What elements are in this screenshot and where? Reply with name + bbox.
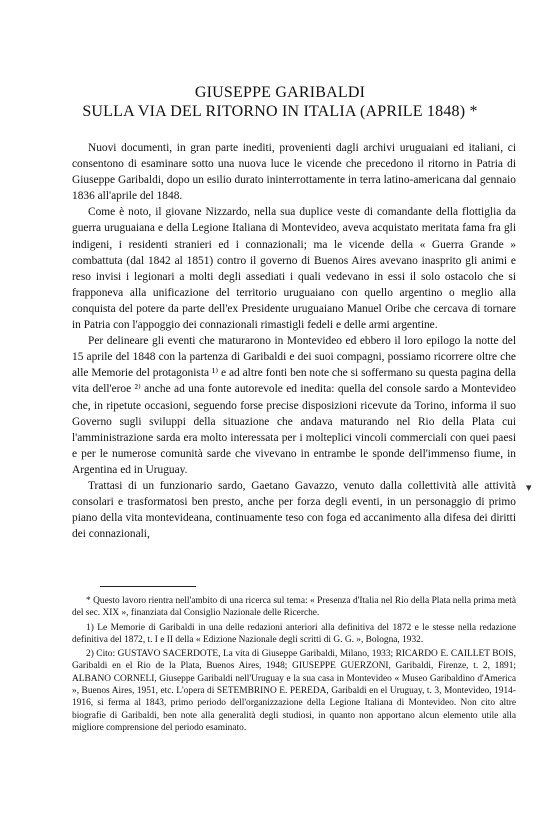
page-subtitle: SULLA VIA DEL RITORNO IN ITALIA (APRILE 1848) *: [82, 103, 478, 120]
footnote-divider: [100, 586, 196, 587]
paragraph: Trattasi di un funzionario sardo, Gaetano Gavazzo, venuto dalla collettività alle attività consolari e trasformatosi ben presto, anche per forza degli eventi, in un personaggio di primo piano della vita montevideana, continuamente teso con foga ed accanimento alla difesa dei diritti dei connazionali,: [72, 479, 516, 541]
paragraph: Per delineare gli eventi che maturarono in Montevideo ed ebbero il loro epilogo la notte del 15 aprile del 1848 con la partenza di Garibaldi e dei suoi compagni, possiamo ricorrere oltre che alle Memorie del protagonista ¹⁾ e ad altre fonti ben note che si soffermano su questa pagina della vita dell'eroe ²⁾ anche ad una fonte autorevole ed inedita: quella del console sardo a Montevideo che, in ripetute occasioni, seguendo forse precise disposizioni ricevute da Torino, informa il suo Governo sugli sviluppi della situazione che andava maturando nel Rio della Plata cui l'amministrazione sarda era molto interessata per i molteplici vincoli commerciali con quei paesi e per le numerose comunità sarde che vivevano in entrambe le sponde dell'immenso fiume, in Argentina ed in Uruguay.: [72, 335, 516, 476]
footnote: 1) Le Memorie di Garibaldi in una delle redazioni anteriori alla definitiva del 1872 e le stesse nella redazione definitiva del 1872, t. I e II della « Edizione Nazionale degli scritti di G. G. », Bologna, 1932.: [72, 622, 516, 645]
page-title: GIUSEPPE GARIBALDI: [194, 84, 366, 101]
paragraph: Come è noto, il giovane Nizzardo, nella sua duplice veste di comandante della flottiglia da guerra uruguaiana e della Legione Italiana di Montevideo, aveva acquistato meritata fama fra gli indigeni, i residenti stranieri ed i connazionali; ma le vicende della « Guerra Grande » combattuta (dal 1842 al 1851) contro il governo di Buenos Aires avevano inasprito gli animi e reso invisi i legionari a molti degli assediati i quali vedevano in essi il solo ostacolo che si frapponeva alla unificazione del territorio uruguaiano con quello argentino o meglio alla conquista del potere da parte dell'ex Presidente uruguaiano Manuel Oribe che cercava di tornare in Patria con l'appoggio dei connazionali rimastigli fedeli e delle armi argentine.: [72, 206, 516, 332]
paragraph: Nuovi documenti, in gran parte inediti, provenienti dagli archivi uruguaiani ed italiani, ci consentono di esaminare sotto una nuova luce le vicende che precedono il ritorno in Patria di Giuseppe Garibaldi, dopo un esilio durato ininterrottamente in terra latino-americana dal gennaio 1836 all'aprile del 1848.: [72, 142, 516, 203]
footnote: 2) Cito: GUSTAVO SACERDOTE, La vita di Giuseppe Garibaldi, Milano, 1933; RICARDO E. CAILLET BOIS, Garibaldi en el Rio de la Plata, Buenos Aires, 1948; GIUSEPPE GUERZONI, Garibaldi, Firenze, t. 2, 1891; ALBANO CORNELI, Giuseppe Garibaldi nell'Uruguay e la sua casa in Montevideo « Museo Garibaldino d'America », Buenos Aires, 1951, etc. L'opera di SETEMBRINO E. PEREDA, Garibaldi en el Uruguay, t. 3, Montevideo, 1914-1916, si ferma al 1843, primo periodo dell'organizzazione della Legione Italiana di Montevideo. Non cito altre biografie di Garibaldi, ben note alla generalità degli studiosi, in quanto non apportano alcun elemento utile alla migliore comprensione del periodo esaminato.: [72, 649, 516, 733]
footnote: * Questo lavoro rientra nell'ambito di una ricerca sul tema: « Presenza d'Italia nel Rio della Plata nella prima metà del sec. XIX », finanziata dal Consiglio Nazionale delle Ricerche.: [72, 596, 516, 619]
footnotes: [72, 595, 516, 736]
body-text: [72, 140, 516, 542]
margin-mark-icon: ▾: [526, 481, 532, 494]
